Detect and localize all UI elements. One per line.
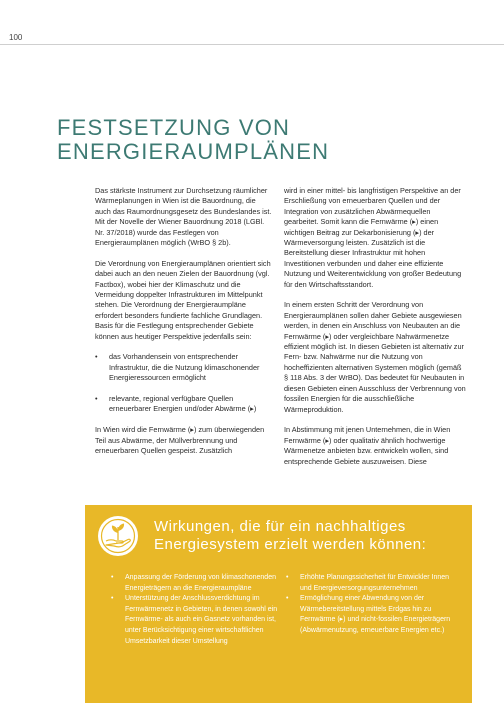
box-list-left <box>111 573 283 647</box>
page-title-line-2: ENERGIERAUMPLÄNEN <box>57 139 330 164</box>
paragraph: In Abstimmung mit jenen Unternehmen, die in Wien Fernwärme (▸) oder qualitativ ähnlich hochwertige Wärmenetze anbieten bzw. entwickeln wollen, sind entsprechende Gebiete auszuweisen. Diese <box>284 425 451 466</box>
left-text-column <box>95 186 273 467</box>
page-title <box>57 116 329 164</box>
paragraph: Die Verordnung von Energieraumplänen orientiert sich dabei auch an den neuen Zielen der Bauordnung (vgl. Factbox), wobei hier der Klimaschutz und die Vermeidung doppelter Infrastrukturen im Mittelpunkt stehen. Die Verordnung der Energieraumpläne erfordert besonders fundierte fachliche Grundlagen. Basis für die Festlegung entsprechender Gebiete können aus heutiger Perspektive jedenfalls sein: <box>95 258 271 341</box>
box-title <box>154 518 426 554</box>
hand-with-plant-icon <box>97 515 139 557</box>
impact-info-box <box>85 505 472 703</box>
list-item: • relevante, regional verfügbare Quellen erneuerbarer Energien und/oder Abwärme (▸) <box>95 394 273 415</box>
paragraph: wird in einer mittel- bis langfristigen Perspektive an der Erschließung von erneuerbaren Quellen und der Integration von zusätzlichen Abwärmequellen gearbeitet. Somit kann die Fernwärme (▸) einen wichtigen Beitrag zur Dekarbonisierung (▸) der Wärmeversorgung leisten. Zusätzlich ist die Bereitstellung dieser Infrastruktur mit hohen Investitionen verbunden und daher eine effiziente Nutzung und Weiterentwicklung von großer Bedeutung für den Wirtschaftsstandort. <box>284 186 462 289</box>
paragraph: Das stärkste Instrument zur Durchsetzung räumlicher Wärmeplanungen in Wien ist die Bauordnung, die auch das Raumordnungsgesetz des Bundeslandes ist. Mit der Novelle der Wiener Bauordnung 2018 (LGBl. Nr. 37/2018) wurde das Festlegen von Energieraumplänen möglich (WrBO § 2b). <box>95 186 272 248</box>
list-item: • Ermöglichung einer Abwendung von der Wärmebereitstellung mittels Erdgas hin zu Fernwärme (▸) und nicht-fossilen Energieträgern (Abwärmenutzung, erneuerbare Energien etc.) <box>286 594 462 636</box>
paragraph: In einem ersten Schritt der Verordnung von Energieraumplänen sollen daher Gebiete ausgewiesen werden, in denen ein Anschluss von Neubauten an die Fernwärme (▸) oder vergleichbare Nahwärmenetze effizient möglich ist. In diesen Gebieten ist alternativ zur Fern- bzw. Nahwärme nur die Nutzung von hocheffizienten alternativen Systemen möglich (gemäß § 118 Abs. 3 der WrBO). Das bedeutet für Neubauten in diesen Gebieten einen Ausschluss der Verbrennung von fossilen Energien für die ausschließliche Wärmeproduktion. <box>284 300 466 414</box>
list-item: • Unterstützung der Anschlussverdichtung im Fernwärmenetz in Gebieten, in denen sowohl ein Fernwärme- als auch ein Gasnetz vorhanden ist, unter Berücksichtigung einer wirtschaftlichen Umsetzbarkeit dieser Umstellung <box>111 594 283 647</box>
box-list-right <box>286 573 462 637</box>
right-text-column <box>284 186 466 477</box>
list-item: • das Vorhandensein von entsprechender Infrastruktur, die die Nutzung klimaschonender Energieressourcen ermöglicht <box>95 352 273 383</box>
list-item: • Erhöhte Planungssicherheit für Entwickler Innen und Energieversorgungsunternehmen <box>286 573 462 594</box>
box-title-line-2: Energiesystem erzielt werden können: <box>154 536 427 553</box>
page-title-line-1: FESTSETZUNG VON <box>57 115 291 140</box>
list-item: • Anpassung der Förderung von klimaschonenden Energieträgern an die Energieraumpläne <box>111 573 283 594</box>
bullet-list <box>95 352 273 414</box>
header-divider <box>0 44 504 45</box>
page-number: 100 <box>9 33 23 42</box>
paragraph: In Wien wird die Fernwärme (▸) zum überwiegenden Teil aus Abwärme, der Müllverbrennung und erneuerbaren Quellen gespeist. Zusätzlich <box>95 425 265 456</box>
box-title-line-1: Wirkungen, die für ein nachhaltiges <box>154 518 406 535</box>
